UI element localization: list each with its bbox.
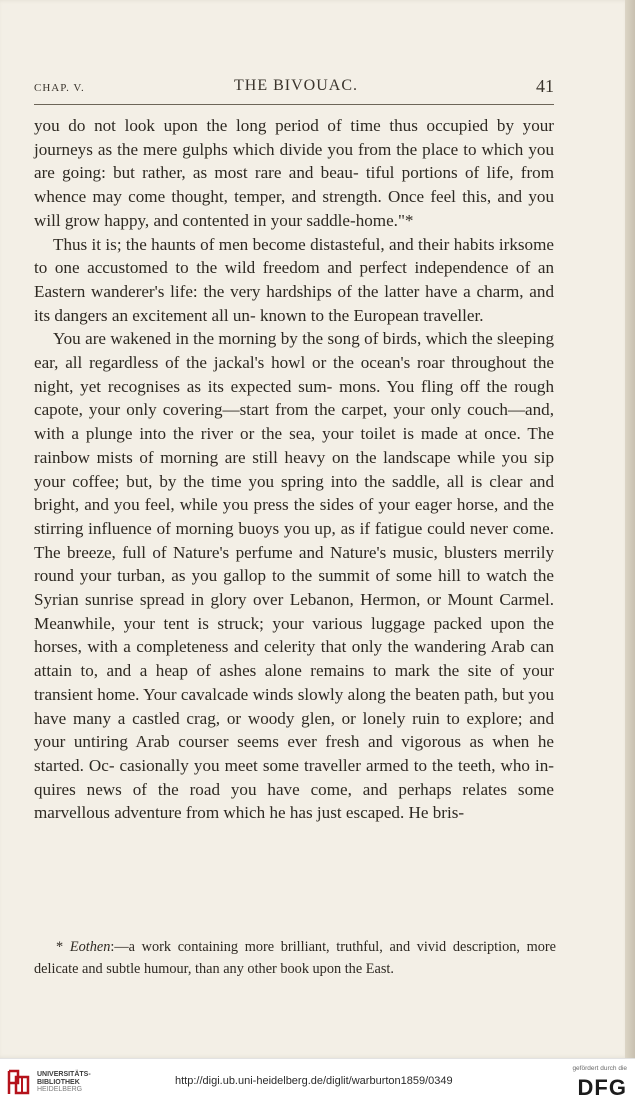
footnote-work-title: Eothen [69,939,111,955]
footnote-marker: * [56,939,64,955]
paragraph: Thus it is; the haunts of men become distasteful, and their habits irksome to one accustomed to the wild freedom and perfect independence of an Eastern wanderer's life: the very hardships of the latter have a charm, and its dangers an excitement all un- known to the European traveller. [34,234,554,325]
running-head [34,76,554,102]
dfg-logo: DFG [577,1075,627,1100]
library-line: BIBLIOTHEK [37,1078,80,1086]
library-line: HEIDELBERG [37,1086,83,1093]
library-line: UNIVERSITÄTS- [37,1071,91,1078]
paragraph: You are wakened in the morning by the song of birds, which the sleeping ear, all regardless of the jackal's howl or the ocean's roar throughout the night, yet recognises as its expected sum- mons. You fling off the rough capote, your only covering—start from the carpet, your only couch—and, with a plunge into the river or the sea, your toilet is made at once. The rainbow mists of morning are still heavy on the landscape while you sip your coffee; but, by the time you spring into the saddle, all is clear and bright, and you feel, while you press the sides of your eager horse, and the stirring influence of morning buoys you up, as if fatigue could never come. The breeze, full of Nature's perfume and Nature's music, blusters merrily round your turban, as you gallop to the summit of some hill to watch the Syrian sunrise spread in glory over Lebanon, Hermon, or Mount Carmel. Meanwhile, your tent is struck; your various luggage packed upon the horses, with a completeness and celerity that only the wandering Arab can attain to, and a heap of ashes alone remains to mark the site of your transient home. Your cavalcade winds slowly along the beaten path, but you have many a castled crag, or woody glen, or lonely ruin to explore; and your untiring Arab courser seems ever fresh and vigorous as when he started. Oc- casionally you meet some traveller armed to the teeth, who in- quires news of the road you have come, and perhaps relates some marvellous adventure from which he has just escaped. He bris- [34,329,554,823]
funding-note: gefördert durch die [572,1065,627,1072]
page-number: 41 [536,76,554,96]
footer-bar [0,1058,635,1105]
library-name [37,1071,117,1094]
body-text [34,114,554,825]
paragraph: you do not look upon the long period of time thus occupied by your journeys as the mere gulphs which divide you from the place to which you are going: but rather, as most rare and beau- tiful portions of life, from whence may come thought, temper, and strength. Once feel this, and you will grow happy, and contented in your saddle-home."* [34,116,554,230]
footnote [34,936,556,980]
footnote-text: :—a work containing more brilliant, truthful, and vivid description, more delicate and subtle humour, than any other book upon the East. [34,939,556,977]
permalink[interactable]: http://digi.ub.uni-heidelberg.de/diglit/warburton1859/0349 [175,1075,453,1087]
page-edge [625,0,635,1058]
chapter-title: THE BIVOUAC. [234,77,358,94]
ub-heidelberg-logo-icon [6,1067,32,1097]
header-rule [34,104,554,105]
chapter-label: CHAP. V. [34,82,85,94]
